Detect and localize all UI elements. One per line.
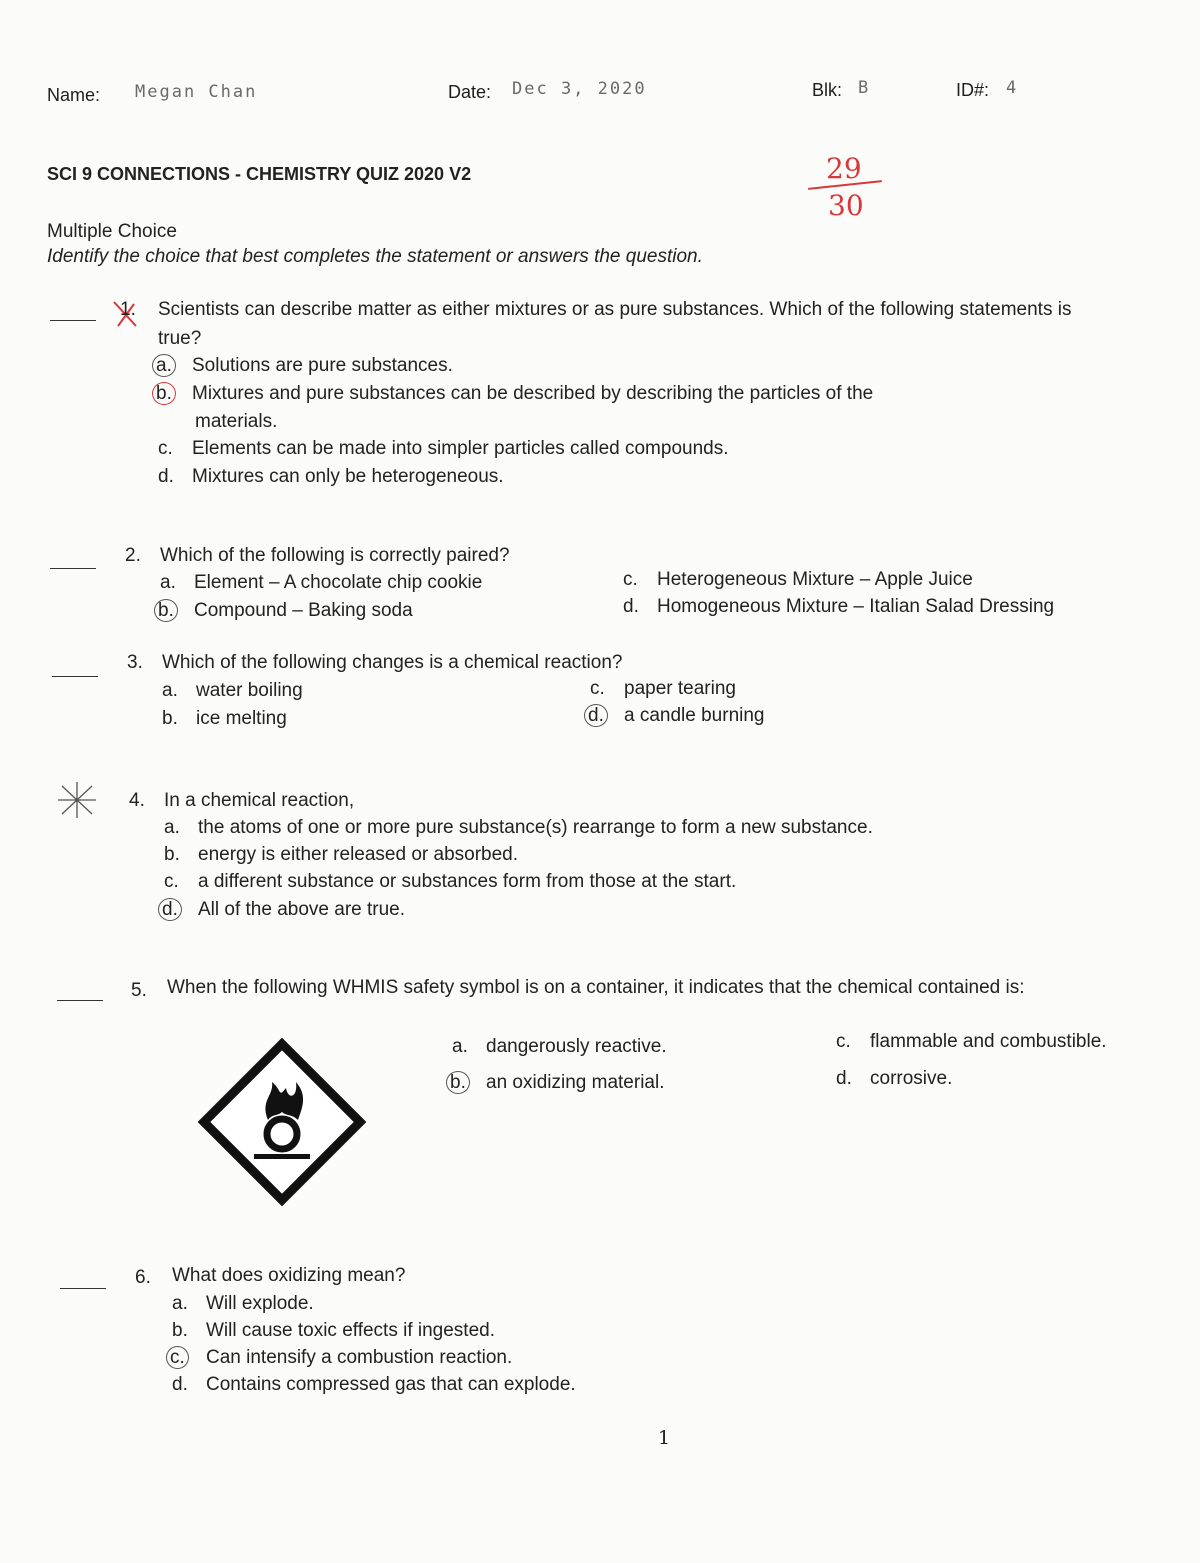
- quiz-title: SCI 9 CONNECTIONS - CHEMISTRY QUIZ 2020 V2: [47, 164, 472, 184]
- blk-field[interactable]: B: [858, 78, 871, 98]
- question-4-stem: In a chemical reaction,: [164, 790, 355, 811]
- option-letter: d.: [158, 466, 174, 487]
- question-1-number: 1.: [120, 299, 136, 320]
- answer-blank-2[interactable]: [50, 568, 96, 569]
- option-text: Will explode.: [206, 1293, 314, 1314]
- id-field[interactable]: 4: [1006, 78, 1019, 98]
- blk-label: Blk:: [812, 80, 843, 100]
- section-instruction: Identify the choice that best completes the statement or answers the question.: [47, 246, 703, 267]
- question-3-stem: Which of the following changes is a chemical reaction?: [162, 652, 623, 673]
- option-letter: a.: [152, 354, 176, 377]
- option-text: Can intensify a combustion reaction.: [206, 1347, 513, 1368]
- option-letter: b.: [164, 844, 180, 865]
- option-3c[interactable]: [590, 675, 736, 703]
- date-field[interactable]: Dec 3, 2020: [512, 79, 647, 99]
- option-6c[interactable]: [172, 1344, 512, 1372]
- whmis-oxidizer-icon: [198, 1038, 366, 1206]
- option-3b[interactable]: [162, 705, 287, 733]
- option-1b[interactable]: [158, 380, 873, 408]
- option-text: paper tearing: [624, 678, 736, 699]
- name-label: Name:: [47, 85, 101, 105]
- option-text: Heterogeneous Mixture – Apple Juice: [657, 569, 973, 590]
- option-letter: a.: [164, 817, 180, 838]
- option-4d[interactable]: [164, 896, 405, 924]
- option-1b-cont: materials.: [195, 411, 278, 432]
- option-text: Solutions are pure substances.: [192, 355, 453, 376]
- question-1-stem: Scientists can describe matter as either mixtures or as pure substances. Which of the following statements is: [158, 299, 1072, 320]
- question-5-stem: When the following WHMIS safety symbol is on a container, it indicates that the chemical contained is:: [167, 977, 1025, 998]
- option-3d[interactable]: [590, 702, 765, 730]
- option-2d[interactable]: [623, 593, 1054, 621]
- option-6d[interactable]: [172, 1371, 576, 1399]
- question-2-stem: Which of the following is correctly paired?: [160, 545, 510, 566]
- option-2c[interactable]: [623, 566, 973, 594]
- date-label: Date:: [448, 82, 492, 102]
- option-text: ice melting: [196, 708, 287, 729]
- question-5-number: 5.: [131, 980, 147, 1001]
- option-4b[interactable]: [164, 841, 518, 869]
- option-text: the atoms of one or more pure substance(s) rearrange to form a new substance.: [198, 817, 873, 838]
- score-earned: 29: [826, 152, 862, 185]
- option-text: Element – A chocolate chip cookie: [194, 572, 483, 593]
- option-3a[interactable]: [162, 677, 303, 705]
- option-text: corrosive.: [870, 1068, 953, 1089]
- option-letter: b.: [152, 382, 176, 405]
- score-total: 30: [828, 189, 864, 222]
- option-letter: c.: [158, 438, 173, 459]
- answer-blank-5[interactable]: [57, 1000, 103, 1001]
- option-letter: b.: [162, 708, 178, 729]
- option-text: an oxidizing material.: [486, 1072, 665, 1093]
- option-text: Elements can be made into simpler particles called compounds.: [192, 438, 729, 459]
- option-text: Compound – Baking soda: [194, 600, 413, 621]
- option-letter: c.: [623, 569, 638, 590]
- option-letter: c.: [164, 871, 179, 892]
- option-text: flammable and combustible.: [870, 1031, 1107, 1052]
- option-letter: b.: [154, 599, 178, 622]
- option-letter: a.: [452, 1036, 468, 1057]
- option-letter: d.: [172, 1374, 188, 1395]
- option-text: a different substance or substances form from those at the start.: [198, 871, 737, 892]
- option-text: Mixtures and pure substances can be described by describing the particles of the: [192, 383, 874, 404]
- answer-blank-1[interactable]: [50, 320, 96, 321]
- name-field[interactable]: Megan Chan: [135, 82, 258, 102]
- option-1d[interactable]: [158, 463, 504, 491]
- option-letter: b.: [446, 1071, 470, 1094]
- question-6-stem: What does oxidizing mean?: [172, 1265, 406, 1286]
- option-letter: a.: [172, 1293, 188, 1314]
- option-letter: d.: [836, 1068, 852, 1089]
- option-text: a candle burning: [624, 705, 765, 726]
- option-text: Contains compressed gas that can explode.: [206, 1374, 576, 1395]
- option-text: All of the above are true.: [198, 899, 406, 920]
- page-number: 1: [658, 1427, 671, 1449]
- option-letter: a.: [162, 680, 178, 701]
- option-text: Homogeneous Mixture – Italian Salad Dressing: [657, 596, 1055, 617]
- option-letter: d.: [623, 596, 639, 617]
- option-6a[interactable]: [172, 1290, 314, 1318]
- option-5c[interactable]: [836, 1028, 1107, 1056]
- option-text: Will cause toxic effects if ingested.: [206, 1320, 495, 1341]
- option-letter: b.: [172, 1320, 188, 1341]
- option-letter: d.: [158, 898, 182, 921]
- option-5b[interactable]: [452, 1069, 664, 1097]
- option-1c[interactable]: [158, 435, 729, 463]
- option-5a[interactable]: [452, 1033, 667, 1061]
- option-2b[interactable]: [160, 597, 413, 625]
- option-text: Mixtures can only be heterogeneous.: [192, 466, 504, 487]
- id-label: ID#:: [956, 80, 990, 100]
- option-text: water boiling: [196, 680, 303, 701]
- option-text: energy is either released or absorbed.: [198, 844, 519, 865]
- option-4a[interactable]: [164, 814, 873, 842]
- option-1a[interactable]: [158, 352, 453, 380]
- section-heading: Multiple Choice: [47, 221, 177, 242]
- answer-blank-6[interactable]: [60, 1288, 106, 1289]
- question-6-number: 6.: [135, 1267, 151, 1288]
- option-5d[interactable]: [836, 1065, 952, 1093]
- question-1-stem-cont: true?: [158, 328, 202, 349]
- question-2-number: 2.: [125, 545, 141, 566]
- star-mark-icon: [52, 778, 102, 822]
- option-letter: c.: [836, 1031, 851, 1052]
- question-4-number: 4.: [129, 790, 145, 811]
- option-letter: c.: [590, 678, 605, 699]
- option-letter: a.: [160, 572, 176, 593]
- option-4c[interactable]: [164, 868, 736, 896]
- answer-blank-3[interactable]: [52, 676, 98, 677]
- option-2a[interactable]: [160, 569, 482, 597]
- option-letter: c.: [166, 1346, 189, 1369]
- option-text: dangerously reactive.: [486, 1036, 667, 1057]
- question-3-number: 3.: [127, 652, 143, 673]
- option-letter: d.: [584, 704, 608, 727]
- option-6b[interactable]: [172, 1317, 495, 1345]
